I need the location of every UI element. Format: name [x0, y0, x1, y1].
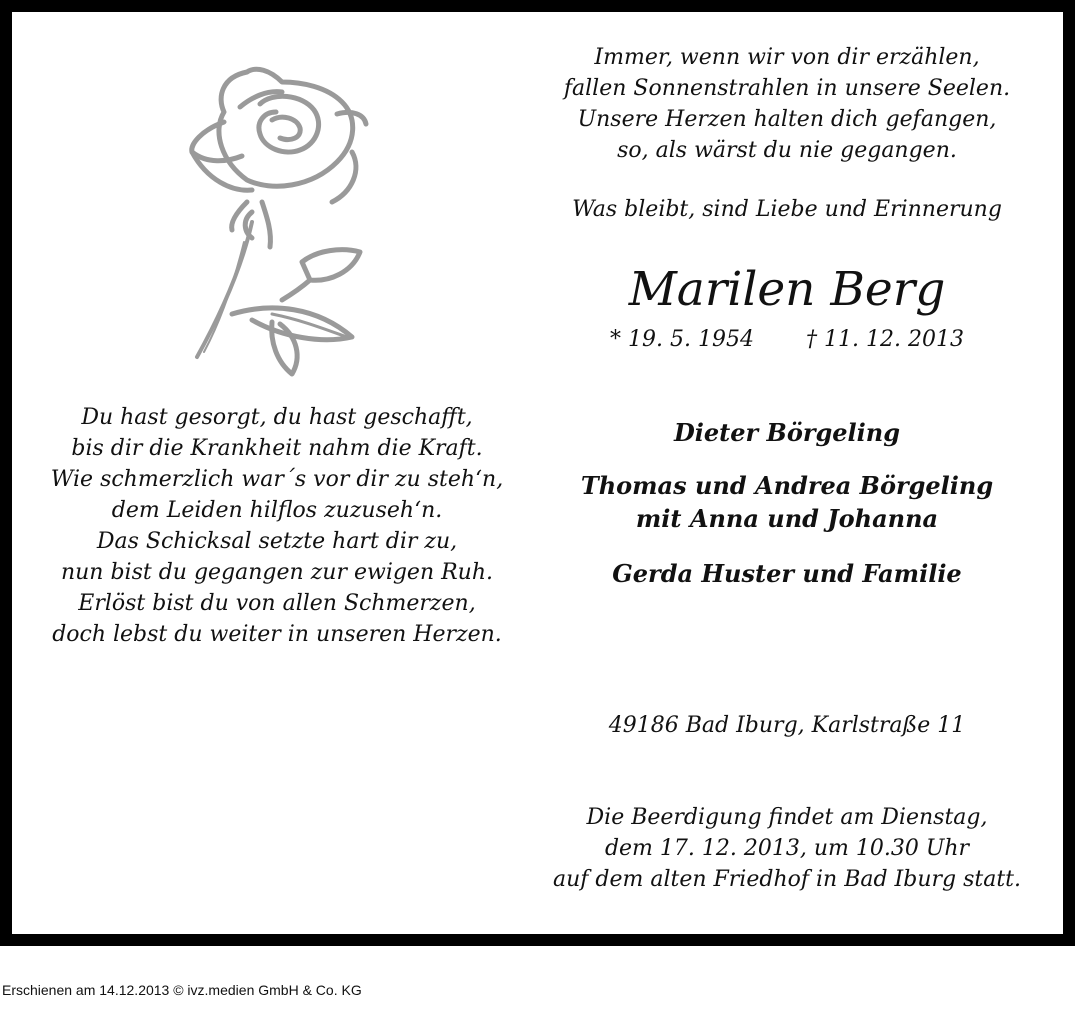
funeral-line: Die Beerdigung findet am Dienstag,: [586, 805, 988, 830]
address: 49186 Bad Iburg, Karlstraße 11: [608, 713, 966, 738]
motto: Was bleibt, sind Liebe und Erinnerung: [572, 197, 1002, 222]
poem-left: [32, 402, 522, 650]
quote-line: fallen Sonnenstrahlen in unsere Seelen.: [563, 76, 1011, 101]
publication-footer: Erschienen am 14.12.2013 © ivz.medien GmbH & Co. KG: [2, 982, 362, 998]
quote-line: so, als wärst du nie gegangen.: [617, 138, 957, 163]
funeral-line: dem 17. 12. 2013, um 10.30 Uhr: [604, 836, 970, 861]
mourner-line: Dieter Börgeling: [673, 418, 900, 447]
poem-line: nun bist du gegangen zur ewigen Ruh.: [60, 560, 494, 585]
funeral-line: auf dem alten Friedhof in Bad Iburg statt.: [552, 867, 1022, 892]
rose-icon: [152, 52, 392, 392]
obituary-paper: [12, 12, 1063, 934]
life-dates: [547, 326, 1027, 354]
poem-line: Das Schicksal setzte hart dir zu,: [96, 529, 458, 554]
mourner-line: [547, 469, 1027, 535]
deceased-name: Marilen Berg: [628, 262, 946, 317]
birth-date: * 19. 5. 1954: [610, 327, 754, 352]
quote-line: Unsere Herzen halten dich gefangen,: [577, 107, 997, 132]
poem-line: bis dir die Krankheit nahm die Kraft.: [71, 436, 483, 461]
poem-line: Erlöst bist du von allen Schmerzen,: [78, 591, 476, 616]
death-date: † 11. 12. 2013: [806, 327, 964, 352]
poem-line: Du hast gesorgt, du hast geschafft,: [81, 405, 473, 430]
mourner-line: Gerda Huster und Familie: [612, 559, 962, 588]
funeral-notice: [547, 802, 1027, 895]
mourner-line: mit Anna und Johanna: [635, 504, 939, 533]
quote-line: Immer, wenn wir von dir erzählen,: [594, 45, 980, 70]
poem-line: doch lebst du weiter in unseren Herzen.: [52, 622, 502, 647]
mourner-line: Thomas und Andrea Börgeling: [580, 471, 994, 500]
poem-line: dem Leiden hilflos zuzuseh‘n.: [111, 498, 443, 523]
quote-right: [547, 42, 1027, 166]
poem-line: Wie schmerzlich war´s vor dir zu steh‘n,: [50, 467, 504, 492]
